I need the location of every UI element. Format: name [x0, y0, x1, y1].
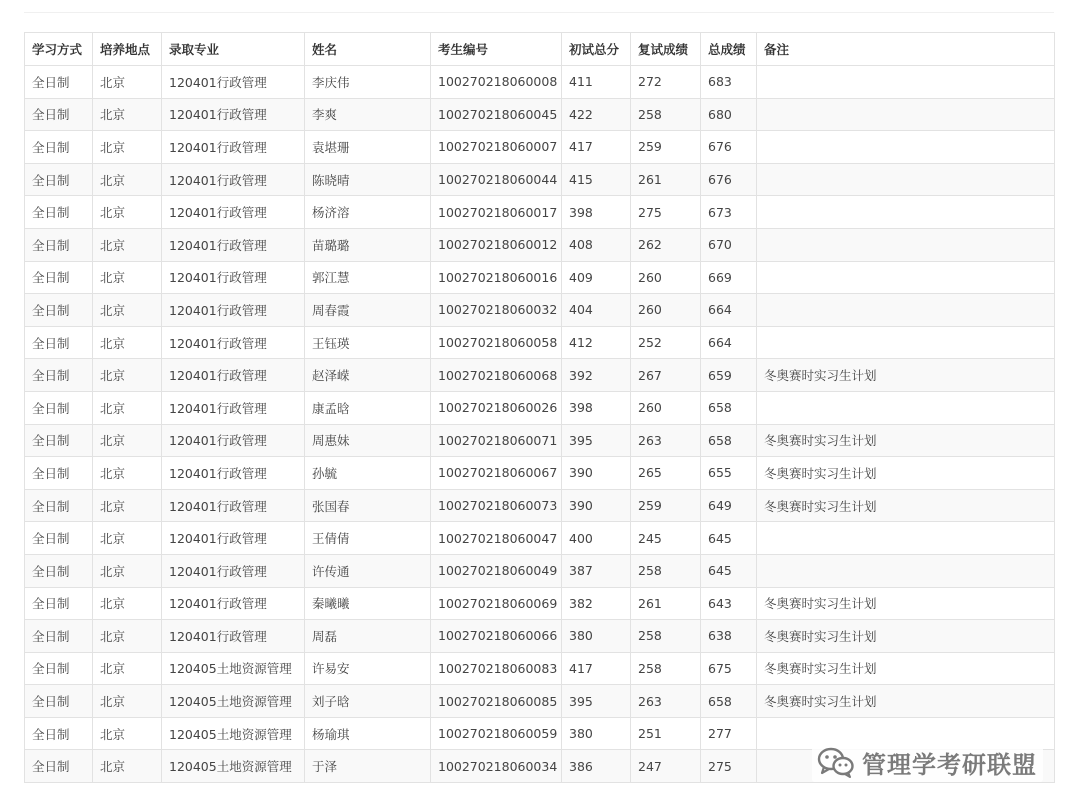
name-cell: 周磊 — [305, 620, 431, 653]
table-header-row — [25, 33, 1055, 66]
major-cell: 120401行政管理 — [162, 261, 305, 294]
remark-cell — [757, 391, 1055, 424]
candidate-id-cell: 100270218060044 — [431, 163, 562, 196]
name-cell: 李爽 — [305, 98, 431, 131]
table-row — [25, 587, 1055, 620]
candidate-id-cell: 100270218060017 — [431, 196, 562, 229]
location-cell: 北京 — [93, 196, 162, 229]
remark-cell: 冬奥赛时实习生计划 — [757, 457, 1055, 490]
candidate-id-cell: 100270218060034 — [431, 750, 562, 783]
remark-cell — [757, 66, 1055, 99]
total-score-cell: 664 — [701, 326, 757, 359]
admissions-table — [24, 32, 1055, 783]
location-cell: 北京 — [93, 391, 162, 424]
candidate-id-cell: 100270218060047 — [431, 522, 562, 555]
initial-score-cell: 417 — [562, 652, 631, 685]
location-cell: 北京 — [93, 261, 162, 294]
retest-score-cell: 251 — [631, 717, 701, 750]
name-cell: 杨瑜琪 — [305, 717, 431, 750]
total-score-cell: 659 — [701, 359, 757, 392]
retest-score-cell: 258 — [631, 652, 701, 685]
initial-score-cell: 382 — [562, 587, 631, 620]
location-cell: 北京 — [93, 163, 162, 196]
total-score-cell: 670 — [701, 228, 757, 261]
table-body — [25, 66, 1055, 783]
watermark — [812, 742, 1043, 782]
location-cell: 北京 — [93, 228, 162, 261]
retest-score-cell: 259 — [631, 489, 701, 522]
divider — [24, 12, 1054, 13]
location-cell: 北京 — [93, 457, 162, 490]
name-cell: 李庆伟 — [305, 66, 431, 99]
retest-score-cell: 263 — [631, 424, 701, 457]
study-mode-cell: 全日制 — [25, 750, 93, 783]
initial-score-cell: 398 — [562, 196, 631, 229]
remark-cell — [757, 131, 1055, 164]
initial-score-cell: 392 — [562, 359, 631, 392]
total-score-cell: 645 — [701, 554, 757, 587]
total-score-cell: 645 — [701, 522, 757, 555]
major-cell: 120401行政管理 — [162, 228, 305, 261]
table-row — [25, 163, 1055, 196]
table-row — [25, 131, 1055, 164]
name-cell: 康孟晗 — [305, 391, 431, 424]
remark-cell — [757, 196, 1055, 229]
remark-cell: 冬奥赛时实习生计划 — [757, 587, 1055, 620]
name-cell: 赵泽嵘 — [305, 359, 431, 392]
retest-score-cell: 261 — [631, 587, 701, 620]
initial-score-cell: 387 — [562, 554, 631, 587]
total-score-cell: 658 — [701, 424, 757, 457]
initial-score-cell: 380 — [562, 717, 631, 750]
table-row — [25, 489, 1055, 522]
retest-score-cell: 267 — [631, 359, 701, 392]
major-cell: 120401行政管理 — [162, 424, 305, 457]
major-cell: 120401行政管理 — [162, 196, 305, 229]
total-score-cell: 277 — [701, 717, 757, 750]
study-mode-cell: 全日制 — [25, 359, 93, 392]
candidate-id-cell: 100270218060016 — [431, 261, 562, 294]
total-score-cell: 649 — [701, 489, 757, 522]
candidate-id-cell: 100270218060083 — [431, 652, 562, 685]
candidate-id-cell: 100270218060068 — [431, 359, 562, 392]
initial-score-cell: 398 — [562, 391, 631, 424]
retest-score-cell: 261 — [631, 163, 701, 196]
study-mode-cell: 全日制 — [25, 685, 93, 718]
name-cell: 秦曦曦 — [305, 587, 431, 620]
name-cell: 苗璐璐 — [305, 228, 431, 261]
initial-score-cell: 380 — [562, 620, 631, 653]
major-cell: 120401行政管理 — [162, 66, 305, 99]
major-cell: 120405土地资源管理 — [162, 717, 305, 750]
location-cell: 北京 — [93, 554, 162, 587]
location-cell: 北京 — [93, 489, 162, 522]
total-score-cell: 643 — [701, 587, 757, 620]
major-cell: 120401行政管理 — [162, 554, 305, 587]
location-cell: 北京 — [93, 131, 162, 164]
table-row — [25, 228, 1055, 261]
candidate-id-cell: 100270218060066 — [431, 620, 562, 653]
remark-cell — [757, 326, 1055, 359]
study-mode-cell: 全日制 — [25, 261, 93, 294]
table-row — [25, 457, 1055, 490]
candidate-id-cell: 100270218060008 — [431, 66, 562, 99]
candidate-id-cell: 100270218060007 — [431, 131, 562, 164]
initial-score-cell: 412 — [562, 326, 631, 359]
candidate-id-cell: 100270218060071 — [431, 424, 562, 457]
remark-cell — [757, 522, 1055, 555]
name-cell: 王倩倩 — [305, 522, 431, 555]
location-cell: 北京 — [93, 66, 162, 99]
study-mode-cell: 全日制 — [25, 163, 93, 196]
remark-cell — [757, 163, 1055, 196]
major-cell: 120401行政管理 — [162, 163, 305, 196]
retest-score-cell: 258 — [631, 98, 701, 131]
study-mode-cell: 全日制 — [25, 620, 93, 653]
location-cell: 北京 — [93, 750, 162, 783]
major-cell: 120401行政管理 — [162, 98, 305, 131]
location-cell: 北京 — [93, 587, 162, 620]
total-score-cell: 664 — [701, 294, 757, 327]
major-cell: 120401行政管理 — [162, 359, 305, 392]
location-cell: 北京 — [93, 326, 162, 359]
location-cell: 北京 — [93, 717, 162, 750]
initial-score-cell: 395 — [562, 685, 631, 718]
candidate-id-cell: 100270218060085 — [431, 685, 562, 718]
name-cell: 王钰瑛 — [305, 326, 431, 359]
study-mode-cell: 全日制 — [25, 326, 93, 359]
total-score-cell: 275 — [701, 750, 757, 783]
column-header: 复试成绩 — [631, 33, 701, 66]
table-row — [25, 196, 1055, 229]
table-row — [25, 391, 1055, 424]
name-cell: 孙毓 — [305, 457, 431, 490]
candidate-id-cell: 100270218060067 — [431, 457, 562, 490]
column-header: 姓名 — [305, 33, 431, 66]
study-mode-cell: 全日制 — [25, 294, 93, 327]
candidate-id-cell: 100270218060045 — [431, 98, 562, 131]
table-row — [25, 66, 1055, 99]
initial-score-cell: 415 — [562, 163, 631, 196]
remark-cell: 冬奥赛时实习生计划 — [757, 620, 1055, 653]
candidate-id-cell: 100270218060073 — [431, 489, 562, 522]
study-mode-cell: 全日制 — [25, 228, 93, 261]
total-score-cell: 675 — [701, 652, 757, 685]
column-header: 学习方式 — [25, 33, 93, 66]
total-score-cell: 655 — [701, 457, 757, 490]
study-mode-cell: 全日制 — [25, 587, 93, 620]
table-row — [25, 98, 1055, 131]
name-cell: 周惠妹 — [305, 424, 431, 457]
major-cell: 120401行政管理 — [162, 620, 305, 653]
table-row — [25, 261, 1055, 294]
retest-score-cell: 260 — [631, 391, 701, 424]
table-row — [25, 554, 1055, 587]
major-cell: 120401行政管理 — [162, 391, 305, 424]
name-cell: 于泽 — [305, 750, 431, 783]
study-mode-cell: 全日制 — [25, 554, 93, 587]
initial-score-cell: 404 — [562, 294, 631, 327]
study-mode-cell: 全日制 — [25, 391, 93, 424]
major-cell: 120405土地资源管理 — [162, 685, 305, 718]
table-row — [25, 294, 1055, 327]
initial-score-cell: 386 — [562, 750, 631, 783]
location-cell: 北京 — [93, 652, 162, 685]
remark-cell: 冬奥赛时实习生计划 — [757, 359, 1055, 392]
location-cell: 北京 — [93, 294, 162, 327]
initial-score-cell: 400 — [562, 522, 631, 555]
name-cell: 刘子晗 — [305, 685, 431, 718]
initial-score-cell: 390 — [562, 489, 631, 522]
column-header: 考生编号 — [431, 33, 562, 66]
study-mode-cell: 全日制 — [25, 717, 93, 750]
retest-score-cell: 260 — [631, 294, 701, 327]
column-header: 总成绩 — [701, 33, 757, 66]
table-row — [25, 359, 1055, 392]
major-cell: 120401行政管理 — [162, 457, 305, 490]
initial-score-cell: 408 — [562, 228, 631, 261]
location-cell: 北京 — [93, 359, 162, 392]
name-cell: 袁堪珊 — [305, 131, 431, 164]
name-cell: 张国春 — [305, 489, 431, 522]
total-score-cell: 676 — [701, 163, 757, 196]
table-row — [25, 522, 1055, 555]
total-score-cell: 658 — [701, 391, 757, 424]
total-score-cell: 638 — [701, 620, 757, 653]
initial-score-cell: 390 — [562, 457, 631, 490]
retest-score-cell: 263 — [631, 685, 701, 718]
name-cell: 周春霞 — [305, 294, 431, 327]
column-header: 培养地点 — [93, 33, 162, 66]
table-row — [25, 326, 1055, 359]
remark-cell — [757, 98, 1055, 131]
table-row — [25, 620, 1055, 653]
study-mode-cell: 全日制 — [25, 196, 93, 229]
study-mode-cell: 全日制 — [25, 652, 93, 685]
column-header: 备注 — [757, 33, 1055, 66]
location-cell: 北京 — [93, 685, 162, 718]
candidate-id-cell: 100270218060058 — [431, 326, 562, 359]
initial-score-cell: 422 — [562, 98, 631, 131]
remark-cell: 冬奥赛时实习生计划 — [757, 424, 1055, 457]
major-cell: 120405土地资源管理 — [162, 652, 305, 685]
retest-score-cell: 258 — [631, 620, 701, 653]
study-mode-cell: 全日制 — [25, 489, 93, 522]
retest-score-cell: 247 — [631, 750, 701, 783]
candidate-id-cell: 100270218060012 — [431, 228, 562, 261]
total-score-cell: 669 — [701, 261, 757, 294]
location-cell: 北京 — [93, 424, 162, 457]
location-cell: 北京 — [93, 98, 162, 131]
major-cell: 120401行政管理 — [162, 131, 305, 164]
name-cell: 许传通 — [305, 554, 431, 587]
major-cell: 120401行政管理 — [162, 522, 305, 555]
name-cell: 陈晓晴 — [305, 163, 431, 196]
watermark-text: 管理学考研联盟 — [862, 750, 1037, 779]
name-cell: 许易安 — [305, 652, 431, 685]
remark-cell — [757, 228, 1055, 261]
remark-cell — [757, 554, 1055, 587]
retest-score-cell: 245 — [631, 522, 701, 555]
study-mode-cell: 全日制 — [25, 424, 93, 457]
table-row — [25, 685, 1055, 718]
total-score-cell: 683 — [701, 66, 757, 99]
study-mode-cell: 全日制 — [25, 131, 93, 164]
study-mode-cell: 全日制 — [25, 98, 93, 131]
study-mode-cell: 全日制 — [25, 457, 93, 490]
initial-score-cell: 411 — [562, 66, 631, 99]
major-cell: 120401行政管理 — [162, 587, 305, 620]
column-header: 录取专业 — [162, 33, 305, 66]
retest-score-cell: 272 — [631, 66, 701, 99]
retest-score-cell: 262 — [631, 228, 701, 261]
candidate-id-cell: 100270218060049 — [431, 554, 562, 587]
table-row — [25, 652, 1055, 685]
name-cell: 杨济溶 — [305, 196, 431, 229]
remark-cell: 冬奥赛时实习生计划 — [757, 685, 1055, 718]
location-cell: 北京 — [93, 620, 162, 653]
retest-score-cell: 260 — [631, 261, 701, 294]
remark-cell: 冬奥赛时实习生计划 — [757, 489, 1055, 522]
initial-score-cell: 395 — [562, 424, 631, 457]
candidate-id-cell: 100270218060069 — [431, 587, 562, 620]
major-cell: 120401行政管理 — [162, 294, 305, 327]
retest-score-cell: 265 — [631, 457, 701, 490]
total-score-cell: 658 — [701, 685, 757, 718]
table-row — [25, 424, 1055, 457]
candidate-id-cell: 100270218060026 — [431, 391, 562, 424]
study-mode-cell: 全日制 — [25, 66, 93, 99]
candidate-id-cell: 100270218060059 — [431, 717, 562, 750]
candidate-id-cell: 100270218060032 — [431, 294, 562, 327]
study-mode-cell: 全日制 — [25, 522, 93, 555]
total-score-cell: 673 — [701, 196, 757, 229]
retest-score-cell: 252 — [631, 326, 701, 359]
total-score-cell: 676 — [701, 131, 757, 164]
remark-cell — [757, 294, 1055, 327]
major-cell: 120405土地资源管理 — [162, 750, 305, 783]
name-cell: 郭江慧 — [305, 261, 431, 294]
remark-cell: 冬奥赛时实习生计划 — [757, 652, 1055, 685]
location-cell: 北京 — [93, 522, 162, 555]
remark-cell — [757, 261, 1055, 294]
major-cell: 120401行政管理 — [162, 326, 305, 359]
total-score-cell: 680 — [701, 98, 757, 131]
retest-score-cell: 259 — [631, 131, 701, 164]
retest-score-cell: 258 — [631, 554, 701, 587]
wechat-icon — [816, 746, 856, 778]
initial-score-cell: 409 — [562, 261, 631, 294]
retest-score-cell: 275 — [631, 196, 701, 229]
initial-score-cell: 417 — [562, 131, 631, 164]
column-header: 初试总分 — [562, 33, 631, 66]
major-cell: 120401行政管理 — [162, 489, 305, 522]
